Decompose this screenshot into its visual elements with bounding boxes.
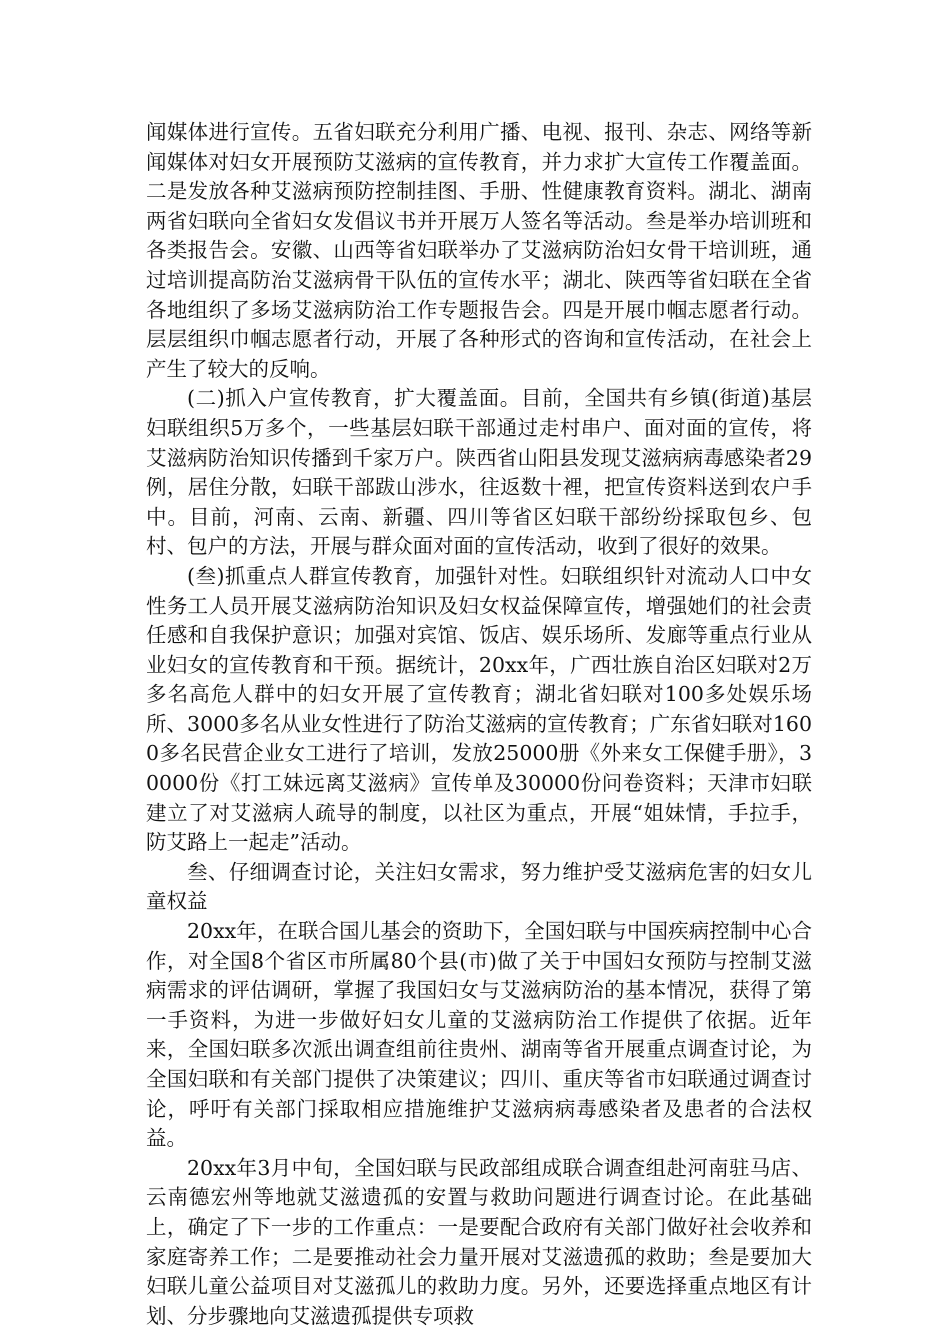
- paragraph-household-outreach: (二)抓入户宣传教育，扩大覆盖面。目前，全国共有乡镇(街道)基层妇联组织5万多个，一些基层妇联干部通过走村串户、面对面的宣传，将艾滋病防治知识传播到千家万户。陕西省山阳县发现艾滋病病毒感染者29例，居住分散，妇联干部跋山涉水，往返数十裡，把宣传资料送到农户手中。目前，河南、云南、新疆、四川等省区妇联干部纷纷採取包乡、包村、包户的方法，开展与群众面对面的宣传活动，收到了很好的效果。: [146, 386, 812, 559]
- document-page: [146, 118, 812, 1331]
- paragraph-key-groups: (叁)抓重点人群宣传教育，加强针对性。妇联组织针对流动人口中女性务工人员开展艾滋病防治知识及妇女权益保障宣传，增强她们的社会责任感和自我保护意识；加强对宾馆、饭店、娱乐场所、发廊等重点行业从业妇女的宣传教育和干预。据统计，20xx年，广西壮族自治区妇联对2万多名高危人群中的妇女开展了宣传教育；湖北省妇联对100多处娱乐场所、3000多名从业女性进行了防治艾滋病的宣传教育；广东省妇联对1600多名民营企业女工进行了培训，发放25000册《外来女工保健手册》，30000份《打工妹远离艾滋病》宣传单及30000份问卷资料；天津市妇联建立了对艾滋病人疏导的制度，以社区为重点，开展“姐妹情，手拉手，防艾路上一起走”活动。: [146, 563, 812, 855]
- paragraph-orphan-investigation: 20xx年3月中旬，全国妇联与民政部组成联合调查组赴河南驻马店、云南德宏州等地就艾滋遗孤的安置与救助问题进行调查讨论。在此基础上，确定了下一步的工作重点：一是要配合政府有关部门做好社会收养和家庭寄养工作；二是要推动社会力量开展对艾滋遗孤的救助；叁是要加大妇联儿童公益项目对艾滋孤儿的救助力度。另外，还要选择重点地区有计划、分步骤地向艾滋遗孤提供专项救: [146, 1155, 812, 1328]
- paragraph-continuation: 闻媒体进行宣传。五省妇联充分利用广播、电视、报刊、杂志、网络等新闻媒体对妇女开展预防艾滋病的宣传教育，并力求扩大宣传工作覆盖面。二是发放各种艾滋病预防控制挂图、手册、性健康教育资料。湖北、湖南两省妇联向全省妇女发倡议书并开展万人签名等活动。叁是举办培训班和各类报告会。安徽、山西等省妇联举办了艾滋病防治妇女骨干培训班，通过培训提高防治艾滋病骨干队伍的宣传水平；湖北、陕西等省妇联在全省各地组织了多场艾滋病防治工作专题报告会。四是开展巾帼志愿者行动。层层组织巾帼志愿者行动，开展了各种形式的咨询和宣传活动，在社会上产生了较大的反响。: [146, 120, 812, 381]
- section-heading: 叁、仔细调查讨论，关注妇女需求，努力维护受艾滋病危害的妇女儿童权益: [146, 859, 812, 914]
- paragraph-needs-survey: 20xx年，在联合国儿基会的资助下，全国妇联与中国疾病控制中心合作，对全国8个省区市所属80个县(市)做了关于中国妇女预防与控制艾滋病需求的评估调研，掌握了我国妇女与艾滋病防治的基本情况，获得了第一手资料，为进一步做好妇女儿童的艾滋病防治工作提供了依据。近年来，全国妇联多次派出调查组前往贵州、湖南等省开展重点调查讨论，为全国妇联和有关部门提供了决策建议；四川、重庆等省市妇联通过调查讨论，呼吁有关部门採取相应措施维护艾滋病病毒感染者及患者的合法权益。: [146, 919, 812, 1151]
